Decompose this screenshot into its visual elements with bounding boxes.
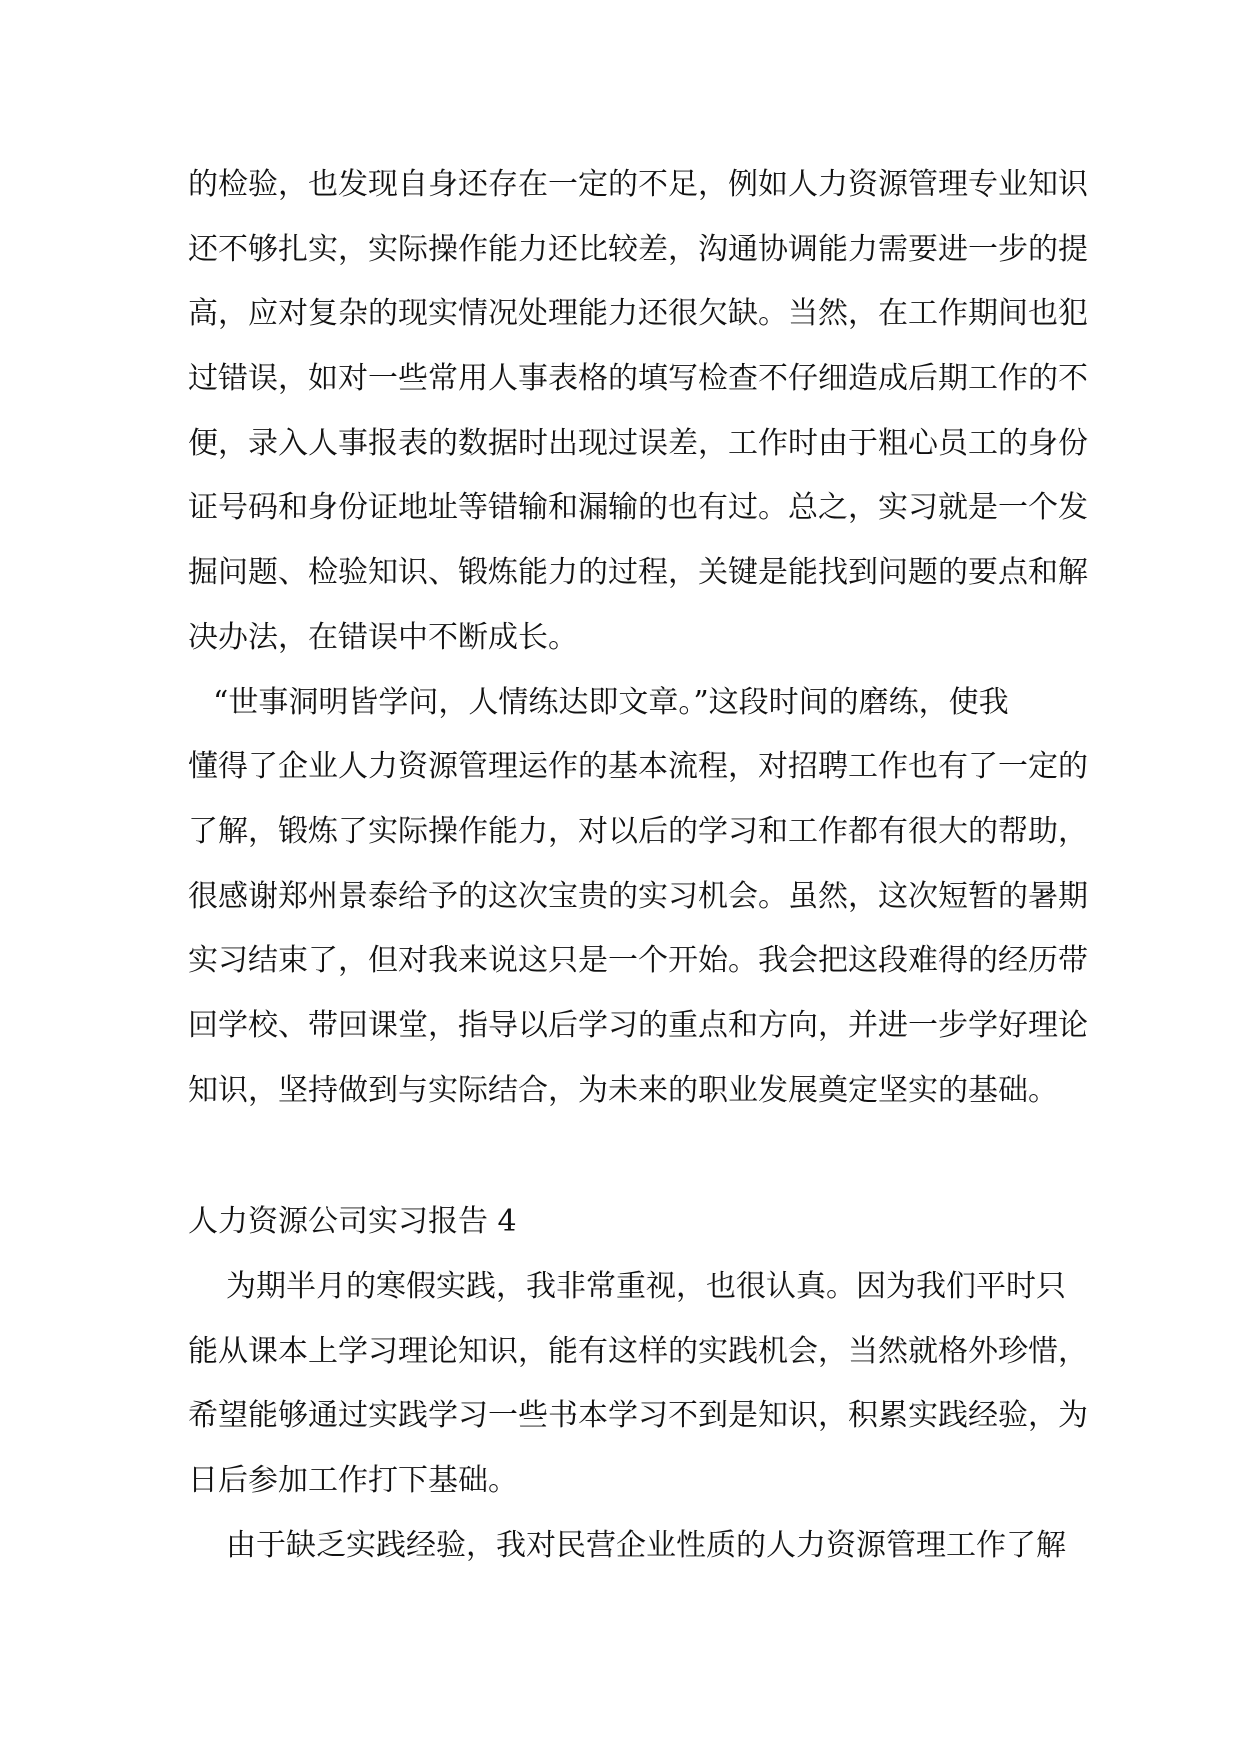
text-line: 的检验，也发现自身还存在一定的不足，例如人力资源管理专业知识 <box>188 167 1088 202</box>
section-heading: 人力资源公司实习报告 4 <box>188 1204 517 1240</box>
text-line: 高，应对复杂的现实情况处理能力还很欠缺。当然，在工作期间也犯 <box>188 296 1088 332</box>
document-body <box>188 153 1088 1578</box>
text-line: “世事洞明皆学问，人情练达即文章。”这段时间的磨练，使我 <box>213 684 1009 720</box>
text-line: 知识，坚持做到与实际结合，为未来的职业发展奠定坚实的基础。 <box>188 1072 1058 1108</box>
text-line: 为期半月的寒假实践，我非常重视，也很认真。因为我们平时只 <box>226 1269 1066 1304</box>
text-line: 实习结束了，但对我来说这只是一个开始。我会把这段难得的经历带 <box>188 943 1088 979</box>
text-line: 由于缺乏实践经验，我对民营企业性质的人力资源管理工作了解 <box>226 1527 1066 1563</box>
paragraph <box>188 153 1088 671</box>
text-line: 了解，锻炼了实际操作能力，对以后的学习和工作都有很大的帮助， <box>188 813 1088 849</box>
paragraph <box>188 671 1088 1124</box>
text-line: 过错误，如对一些常用人事表格的填写检查不仔细造成后期工作的不 <box>188 361 1088 397</box>
text-line: 日后参加工作打下基础。 <box>188 1463 518 1499</box>
text-line: 掘问题、检验知识、锻炼能力的过程，关键是能找到问题的要点和解 <box>188 555 1088 591</box>
text-line: 能从课本上学习理论知识，能有这样的实践机会，当然就格外珍惜， <box>188 1333 1088 1369</box>
text-line: 证号码和身份证地址等错输和漏输的也有过。总之，实习就是一个发 <box>188 490 1088 526</box>
paragraph <box>188 1514 1066 1579</box>
paragraph <box>188 1255 1088 1514</box>
text-line: 还不够扎实，实际操作能力还比较差，沟通协调能力需要进一步的提 <box>188 231 1088 267</box>
spacer <box>188 1123 1058 1190</box>
text-line: 决办法，在错误中不断成长。 <box>188 619 578 655</box>
text-line: 回学校、带回课堂，指导以后学习的重点和方向，并进一步学好理论 <box>188 1007 1088 1043</box>
text-line: 很感谢郑州景泰给予的这次宝贵的实习机会。虽然，这次短暂的暑期 <box>188 878 1088 914</box>
text-line: 懂得了企业人力资源管理运作的基本流程，对招聘工作也有了一定的 <box>188 749 1088 785</box>
text-line: 便，录入人事报表的数据时出现过误差，工作时由于粗心员工的身份 <box>188 425 1088 461</box>
text-line: 希望能够通过实践学习一些书本学习不到是知识，积累实践经验，为 <box>188 1398 1088 1434</box>
